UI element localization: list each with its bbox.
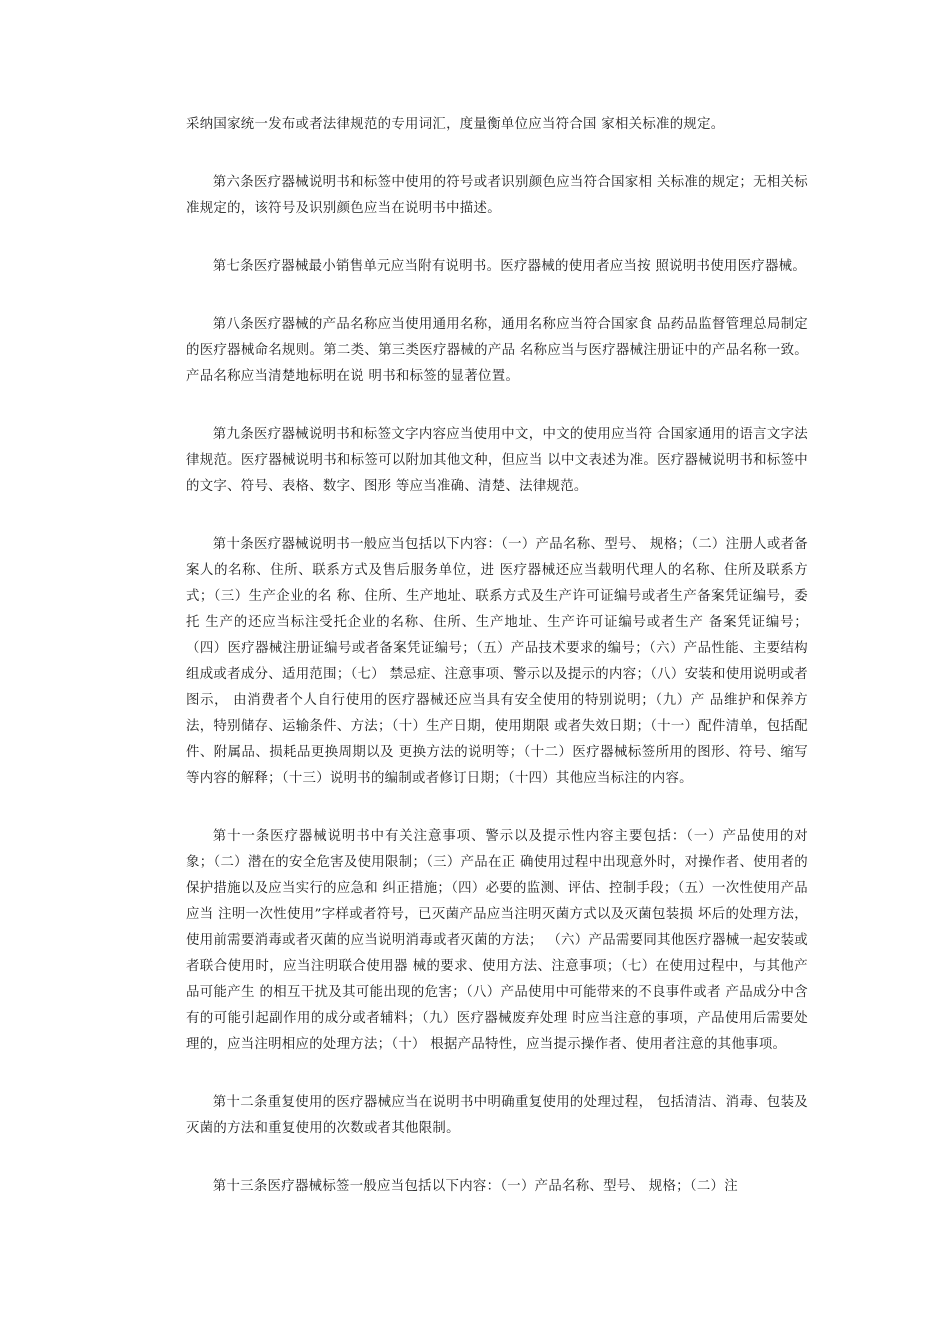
paragraph-article-11: 第十一条医疗器械说明书中有关注意事项、警示以及提示性内容主要包括：（一）产品使用的对象；（二）潜在的安全危害及使用限制；（三）产品在正 确使用过程中出现意外时，对操作者、使用者的保护措施以及应当实行的应急和 纠正措施；（四）必要的监测、评估、控制手段；（五）一次性使用产品应当 注明一次性使用”字样或者符号，已灭菌产品应当注明灭菌方式以及灭菌包装损 坏后的处理方法，使用前需要消毒或者灭菌的应当说明消毒或者灭菌的方法； （六）产品需要同其他医疗器械一起安装或者联合使用时，应当注明联合使用器 械的要求、使用方法、注意事项；（七）在使用过程中，与其他产品可能产生 的相互干扰及其可能出现的危害；（八）产品使用中可能带来的不良事件或者 产品成分中含有的可能引起副作用的成分或者辅料；（九）医疗器械废弃处理 时应当注意的事项，产品使用后需要处理的，应当注明相应的处理方法；（十） 根据产品特性，应当提示操作者、使用者注意的其他事项。	[186, 829, 808, 1052]
document-page	[186, 112, 808, 1232]
paragraph-article-7: 第七条医疗器械最小销售单元应当附有说明书。医疗器械的使用者应当按 照说明书使用医疗器械。	[212, 259, 807, 274]
paragraph-article-9: 第九条医疗器械说明书和标签文字内容应当使用中文，中文的使用应当符 合国家通用的语言文字法律规范。医疗器械说明书和标签可以附加其他文种，但应当 以中文表述为准。医疗器械说明书和标签中的文字、符号、表格、数字、图形 等应当准确、清楚、法律规范。	[186, 427, 808, 494]
paragraph-article-6: 第六条医疗器械说明书和标签中使用的符号或者识别颜色应当符合国家相 关标准的规定；无相关标准规定的，该符号及识别颜色应当在说明书中描述。	[186, 175, 808, 216]
paragraph-continuation: 采纳国家统一发布或者法律规范的专用词汇，度量衡单位应当符合国 家相关标准的规定。	[186, 117, 725, 132]
paragraph-article-8: 第八条医疗器械的产品名称应当使用通用名称，通用名称应当符合国家食 品药品监督管理总局制定的医疗器械命名规则。第二类、第三类医疗器械的产品 名称应当与医疗器械注册证中的产品名称一致。产品名称应当清楚地标明在说 明书和标签的显著位置。	[186, 317, 808, 384]
paragraph-article-10: 第十条医疗器械说明书一般应当包括以下内容：（一）产品名称、型号、 规格；（二）注册人或者备案人的名称、住所、联系方式及售后服务单位，进 医疗器械还应当载明代理人的名称、住所及联系方式；（三）生产企业的名 称、住所、生产地址、联系方式及生产许可证编号或者生产备案凭证编号，委托 生产的还应当标注受托企业的名称、住所、生产地址、生产许可证编号或者生产 备案凭证编号；（四）医疗器械注册证编号或者备案凭证编号；（五）产品技术要求的编号；（六）产品性能、主要结构组成或者成分、适用范围；（七） 禁忌症、注意事项、警示以及提示的内容；（八）安装和使用说明或者图示， 由消费者个人自行使用的医疗器械还应当具有安全使用的特别说明；（九）产 品维护和保养方法，特别储存、运输条件、方法；（十）生产日期，使用期限 或者失效日期；（十一）配件清单，包括配件、附属品、损耗品更换周期以及 更换方法的说明等；（十二）医疗器械标签所用的图形、符号、缩写等内容的解释；（十三）说明书的编制或者修订日期；（十四）其他应当标注的内容。	[186, 537, 808, 786]
paragraph-article-13: 第十三条医疗器械标签一般应当包括以下内容：（一）产品名称、型号、 规格；（二）注	[212, 1179, 738, 1194]
paragraph-article-12: 第十二条重复使用的医疗器械应当在说明书中明确重复使用的处理过程， 包括清洁、消毒、包装及灭菌的方法和重复使用的次数或者其他限制。	[186, 1095, 808, 1136]
